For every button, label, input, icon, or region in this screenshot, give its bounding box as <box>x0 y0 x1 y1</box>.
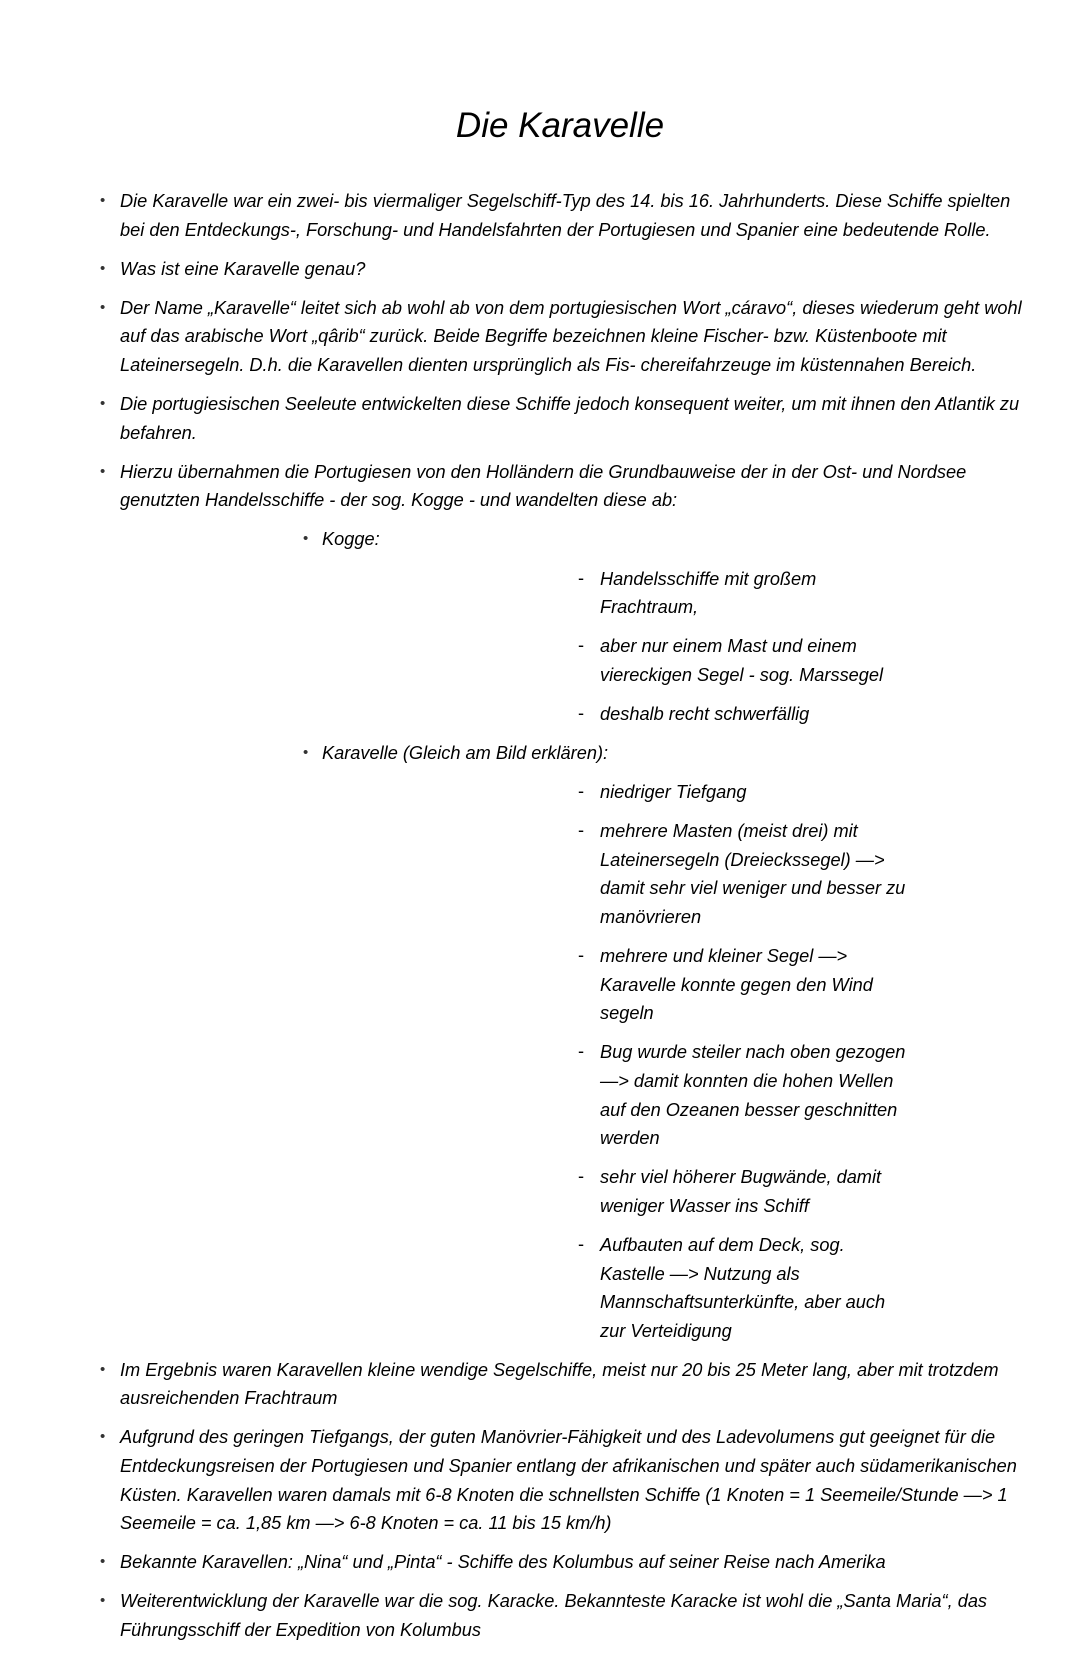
karavelle-point: - mehrere Masten (meist drei) mit Lateinersegeln (Dreieckssegel) —> damit sehr viel weniger und besser zu manövrieren <box>322 817 964 931</box>
sub-bullet-karavelle <box>120 739 1022 1345</box>
main-bullet-list <box>0 187 1080 1645</box>
karavelle-point: - Aufbauten auf dem Deck, sog. Kastelle —> Nutzung als Mannschaftsunterkünfte, aber auch zur Verteidigung <box>322 1231 964 1345</box>
bullet-suitability: • Aufgrund des geringen Tiefgangs, der guten Manövrier-Fähigkeit und des Ladevolumens gut geeignet für die Entdeckungsreisen der Portugiesen und Spanier entlang der afrikanischen und später auch südamerikanischen Küsten. Karavellen waren damals mit 6-8 Knoten die schnellsten Schiffe (1 Knoten = 1 Seemeile/Stunde —> 1 Seemeile = ca. 1,85 km —> 6-8 Knoten = ca. 11 bis 15 km/h) <box>0 1423 1080 1537</box>
bullet-intro: • Die Karavelle war ein zwei- bis viermaliger Segelschiff-Typ des 14. bis 16. Jahrhunderts. Diese Schiffe spielten bei den Entdeckungs-, Forschung- und Handelsfahrten der Portugiesen und Spanier eine bedeutende Rolle. <box>0 187 1080 244</box>
bullet-adoption <box>0 458 1080 1346</box>
bullet-karacke: • Weiterentwicklung der Karavelle war die sog. Karacke. Bekannteste Karacke ist wohl die „Santa Maria“, das Führungsschiff der Expedition von Kolumbus <box>0 1587 1080 1644</box>
bullet-name-origin: • Der Name „Karavelle“ leitet sich ab wohl ab von dem portugiesischen Wort „cáravo“, dieses wiederum geht wohl auf das arabische Wort „qârib“ zurück. Beide Begriffe bezeichnen kleine Fischer- bzw. Küstenboote mit Lateinersegeln. D.h. die Karavellen dienten ursprünglich als Fis- chereifahrzeuge im küstennahen Bereich. <box>0 294 1080 380</box>
karavelle-point: - niedriger Tiefgang <box>322 778 964 807</box>
bullet-result: • Im Ergebnis waren Karavellen kleine wendige Segelschiffe, meist nur 20 bis 25 Meter lang, aber mit trotzdem ausreichenden Frachtraum <box>0 1356 1080 1413</box>
kogge-point: - deshalb recht schwerfällig <box>322 700 964 729</box>
document-title: Die Karavelle <box>455 106 665 145</box>
karavelle-point: - Bug wurde steiler nach oben gezogen —> damit konnten die hohen Wellen auf den Ozeanen besser geschnitten werden <box>322 1038 964 1152</box>
kogge-points <box>322 565 964 729</box>
bullet-development: • Die portugiesischen Seeleute entwickelten diese Schiffe jedoch konsequent weiter, um mit ihnen den Atlantik zu befahren. <box>0 390 1080 447</box>
kogge-point: - aber nur einem Mast und einem viereckigen Segel - sog. Marssegel <box>322 632 964 689</box>
bullet-known-caravels: • Bekannte Karavellen: „Nina“ und „Pinta“ - Schiffe des Kolumbus auf seiner Reise nach Amerika <box>0 1548 1080 1577</box>
karavelle-label: Karavelle (Gleich am Bild erklären): <box>322 743 609 763</box>
karavelle-point: - sehr viel höherer Bugwände, damit weniger Wasser ins Schiff <box>322 1163 964 1220</box>
sub-bullet-kogge <box>120 525 1022 728</box>
karavelle-point: - mehrere und kleiner Segel —> Karavelle konnte gegen den Wind segeln <box>322 942 964 1028</box>
kogge-label: Kogge: <box>322 529 380 550</box>
comparison-list <box>120 525 1022 1345</box>
kogge-point: - Handelsschiffe mit großem Frachtraum, <box>322 565 964 622</box>
bullet-adoption-text: Hierzu übernahmen die Portugiesen von den Holländern die Grundbauweise der in der Ost- und Nordsee genutzten Handelsschiffe - der sog. Kogge - und wandelten diese ab: <box>120 461 967 511</box>
document-body <box>0 187 1080 1655</box>
karavelle-points <box>322 778 964 1345</box>
bullet-question: • Was ist eine Karavelle genau? <box>0 255 1080 284</box>
